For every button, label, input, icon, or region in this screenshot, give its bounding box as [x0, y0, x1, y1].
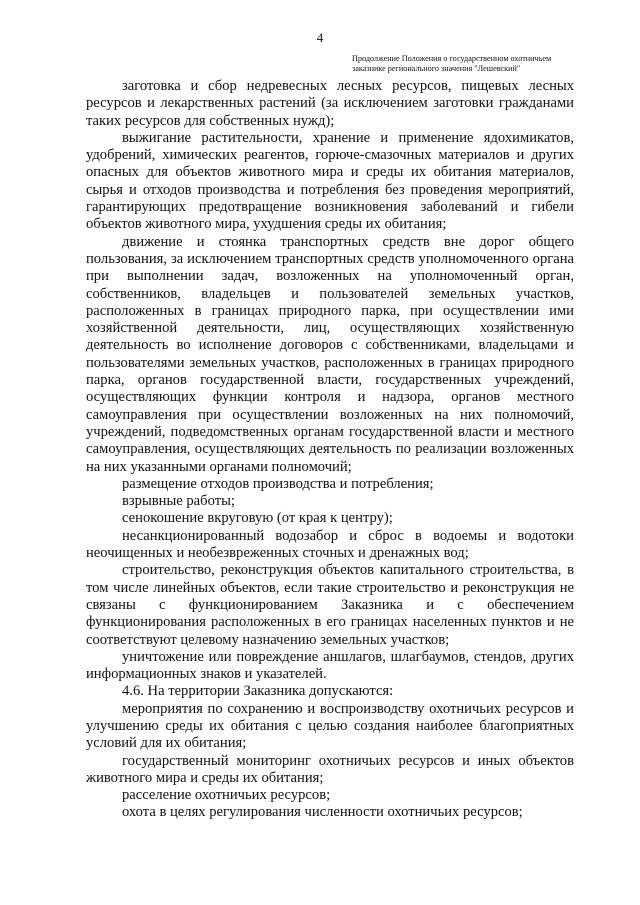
paragraph-non-timber-resources: заготовка и сбор недревесных лесных ресурсов, пищевых лесных ресурсов и лекарственных растений (за исключением заготовки гражданами таких ресурсов для собственных нужд);: [86, 78, 574, 129]
document-body: [86, 78, 574, 822]
running-header: [352, 54, 582, 74]
paragraph-monitoring: государственный мониторинг охотничьих ресурсов и иных объектов животного мира и среды их обитания;: [86, 752, 574, 786]
section-heading-4-6: 4.6. На территории Заказника допускаются:: [122, 683, 394, 700]
paragraph-resettlement: расселение охотничьих ресурсов;: [122, 787, 331, 804]
paragraph-waste-placement: размещение отходов производства и потребления;: [122, 475, 434, 492]
paragraph-haymaking: сенокошение вкруговую (от края к центру);: [122, 510, 393, 527]
paragraph-construction: строительство, реконструкция объектов капитального строительства, в том числе линейных объектов, если такие строительство и реконструкция не связаны с функционированием Заказника и с обеспечением функционирования расположенных в его границах населенных пунктов и не соответствуют целевому назначению земельных участков;: [86, 562, 574, 648]
paragraph-water-intake: несанкционированный водозабор и сброс в водоемы и водотоки неочищенных и необезвреженных сточных и дренажных вод;: [86, 527, 574, 562]
page-number: 4: [316, 30, 324, 45]
paragraph-conservation-measures: мероприятия по сохранению и воспроизводству охотничьих ресурсов и улучшению среды их обитания с целью создания наиболее благоприятных условий для их обитания;: [86, 700, 574, 752]
paragraph-vehicle-movement: движение и стоянка транспортных средств вне дорог общего пользования, за исключением транспортных средств уполномоченного органа при выполнении задач, возложенных на уполномоченный орган, собственников, владельцев и пользователей земельных участков, расположенных в границах природного парка, при осуществлении ими хозяйственной деятельности, лиц, осуществляющих хозяйственную деятельность во исполнение договоров с собственниками, владельцами и пользователями земельных участков, расположенных в границах природного парка, органов государственной власти, государственных учреждений, осуществляющих функции контроля и надзора, органов местного самоуправления при осуществлении возложенных на них полномочий, учреждений, подведомственных органам государственной власти и местного самоуправления, осуществляющих деятельность по реализации возложенных на них указанными органами полномочий;: [86, 233, 574, 475]
paragraph-blasting: взрывные работы;: [122, 493, 235, 510]
paragraph-burning-vegetation: выжигание растительности, хранение и применение ядохимикатов, удобрений, химических реагентов, горюче-смазочных материалов и других опасных для объектов животного мира и среды их обитания материалов, сырья и отходов производства и потребления без проведения мероприятий, гарантирующих предотвращение возникновения заболеваний и гибели объектов животного мира, ухудшения среды их обитания;: [86, 129, 574, 233]
paragraph-regulation-hunting: охота в целях регулирования численности охотничьих ресурсов;: [122, 804, 523, 821]
running-header-line-1: Продолжение Положения о государственном охотничьем: [352, 54, 552, 63]
running-header-line-2: заказнике регионального значения "Лешевский": [352, 64, 521, 73]
paragraph-signs-damage: уничтожение или повреждение аншлагов, шлагбаумов, стендов, других информационных знаков и указателей.: [86, 648, 574, 683]
